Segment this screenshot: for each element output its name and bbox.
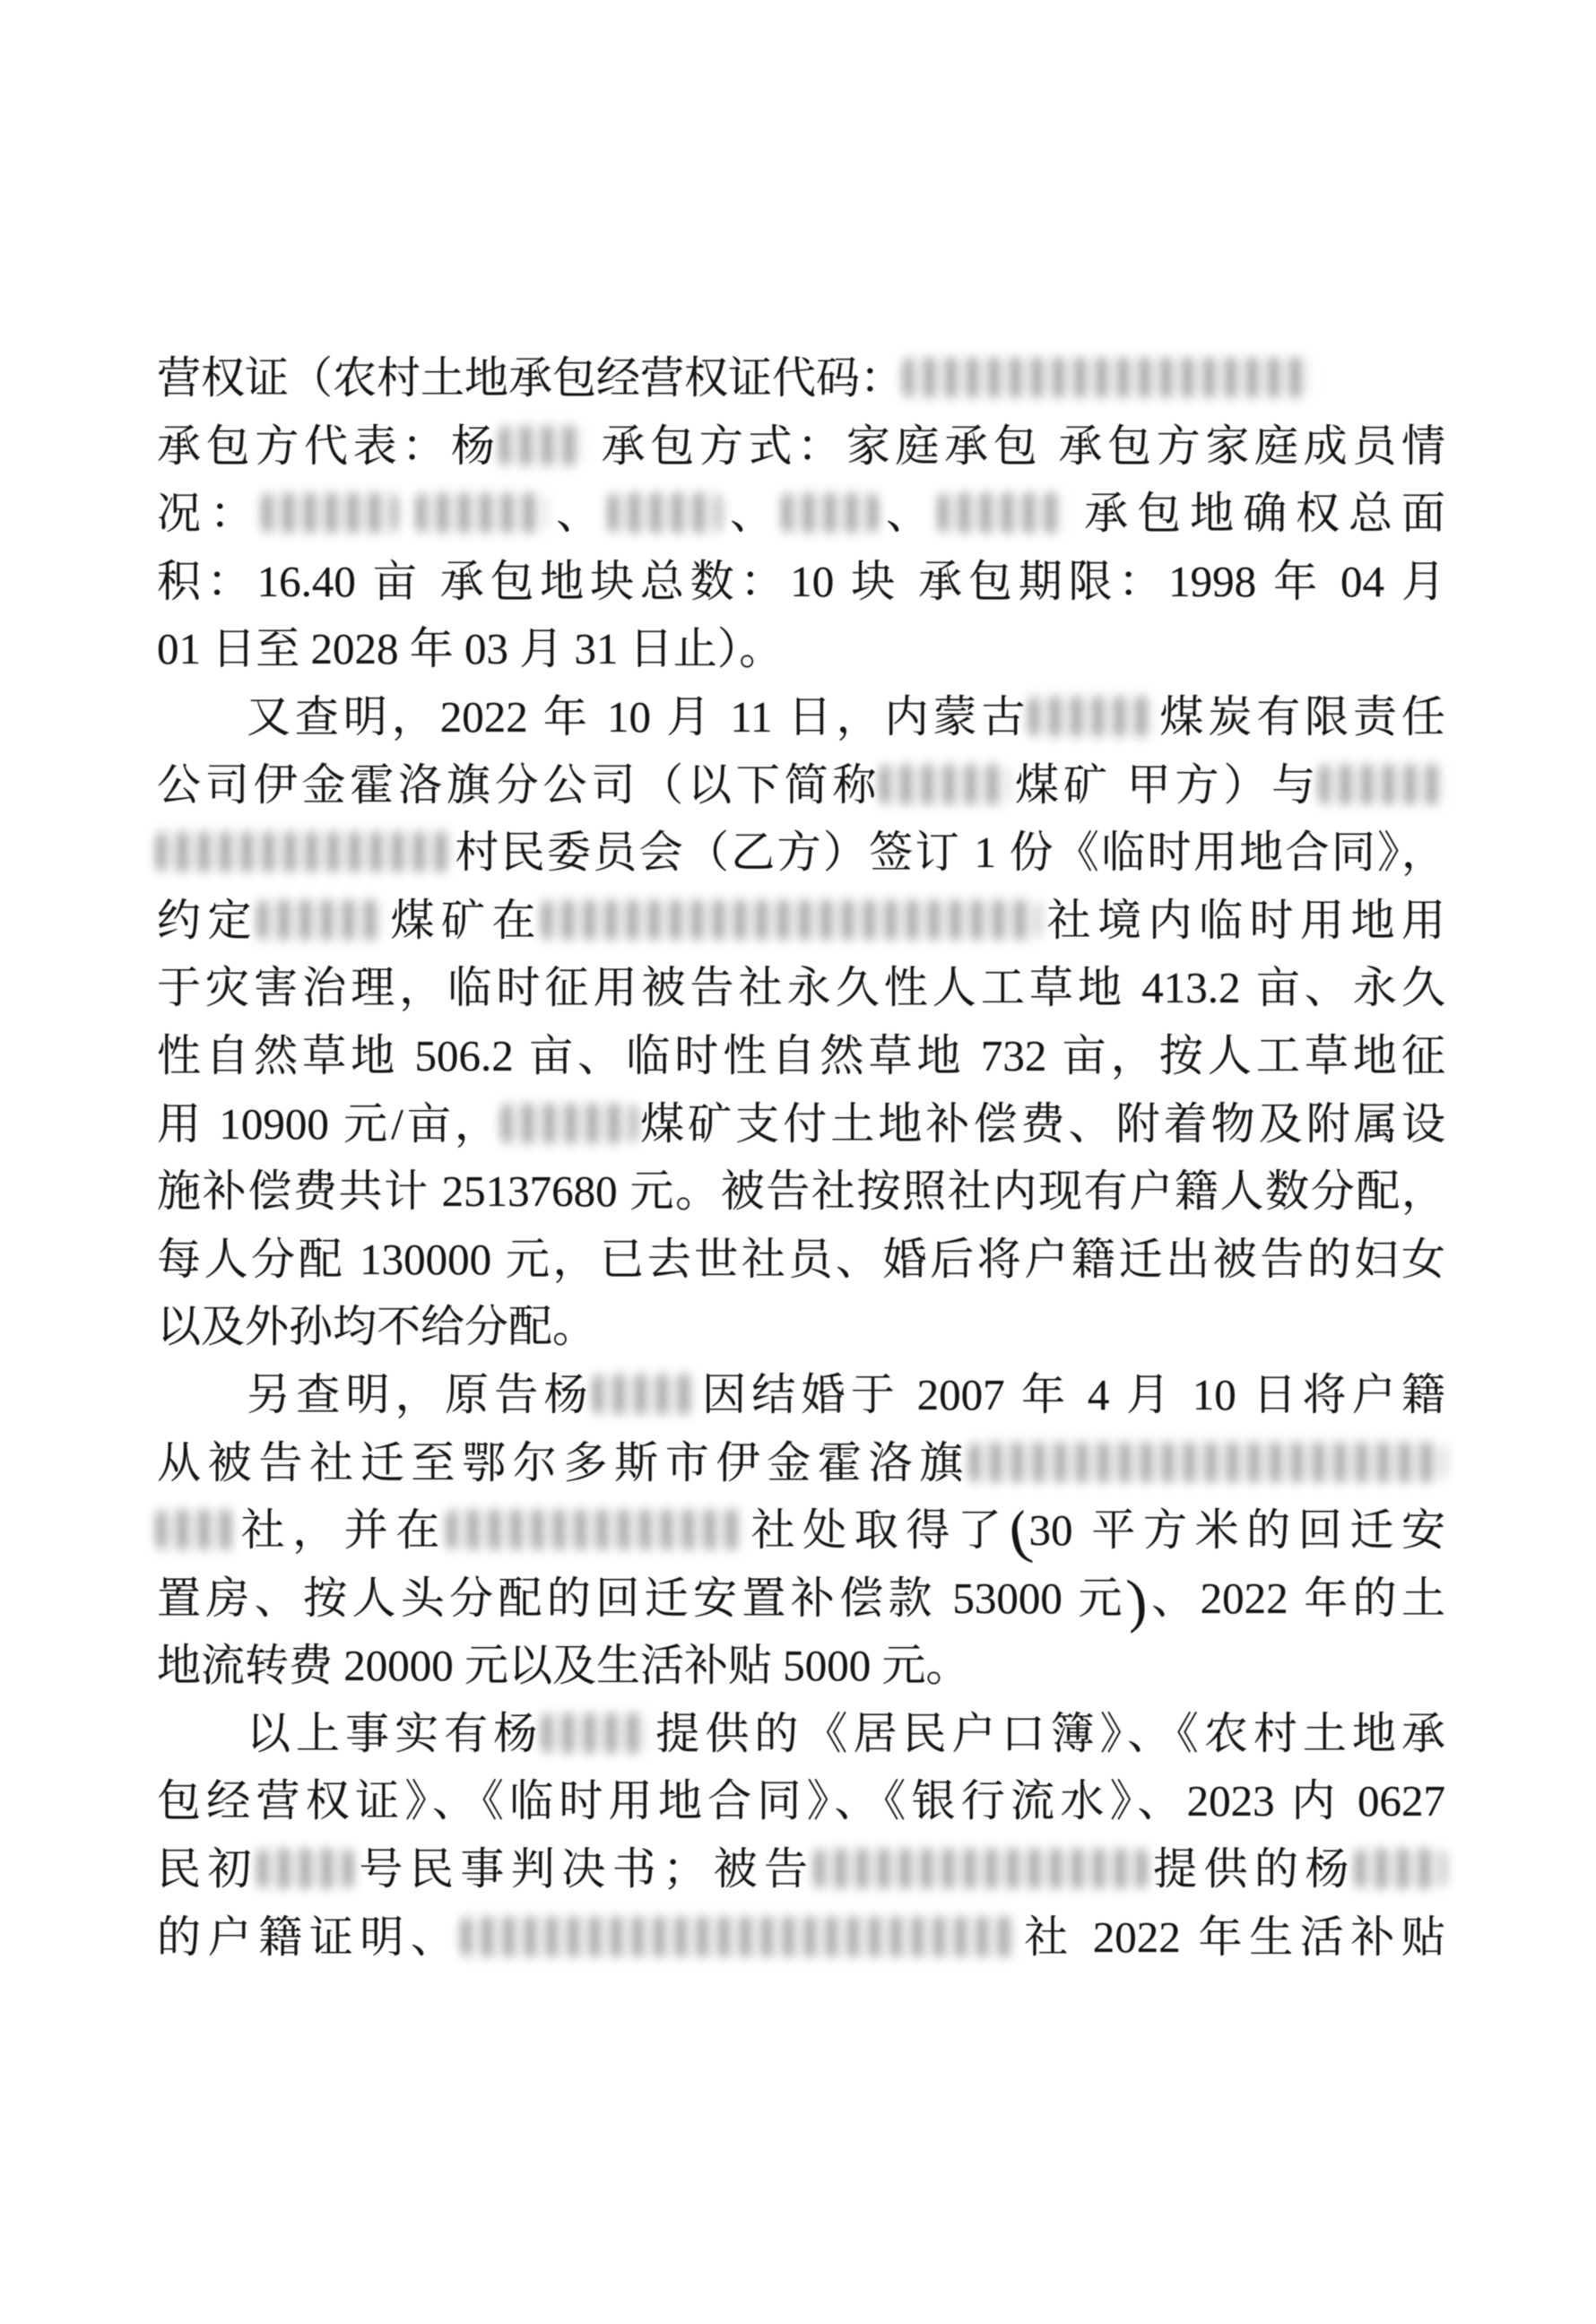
hand-drawn-paren: ( bbox=[1002, 1498, 1035, 1567]
text-line bbox=[157, 1293, 1445, 1361]
text-segment: 性自然草地 506.2 亩、临时性自然草地 732 亩，按人工草地征 bbox=[157, 1030, 1445, 1080]
text-line bbox=[157, 480, 1445, 548]
text-segment: 每人分配 130000 元，已去世社员、婚后将户籍迁出被告的妇女 bbox=[157, 1234, 1445, 1284]
text-segment: 从被告社迁至鄂尔多斯市伊金霍洛旗 bbox=[157, 1437, 970, 1487]
text-segment: 况： bbox=[157, 489, 263, 539]
text-segment: 承包方式：家庭承包 承包方家庭成员情 bbox=[585, 421, 1445, 471]
text-segment: 因结婚于 2007 年 4 月 10 日将户籍 bbox=[696, 1369, 1445, 1419]
text-segment: 村民委员会（乙方）签订 1 份《临时用地合同》， bbox=[453, 828, 1445, 878]
text-segment: 、 bbox=[721, 489, 784, 539]
redacted-text bbox=[609, 493, 721, 533]
text-line bbox=[157, 1903, 1445, 1972]
text-segment: 约定 bbox=[157, 895, 258, 945]
text-line bbox=[157, 1158, 1445, 1226]
text-segment: 施补偿费共计 25137680 元。被告社按照社内现有户籍人数分配， bbox=[157, 1166, 1445, 1217]
hand-drawn-paren: ) bbox=[1124, 1567, 1149, 1635]
text-segment: 01 日至 2028 年 03 月 31 日止）。 bbox=[157, 624, 784, 674]
text-segment: 社境内临时用地用 bbox=[1040, 895, 1445, 945]
text-segment: 以及外孙均不给分配。 bbox=[157, 1302, 597, 1352]
text-segment: 、2022 年的土 bbox=[1146, 1573, 1445, 1623]
text-line bbox=[157, 887, 1445, 955]
text-segment: 提供的《居民户口簿》、《农村土地承 bbox=[650, 1708, 1445, 1758]
redacted-text bbox=[462, 1917, 1018, 1956]
text-line bbox=[157, 344, 1445, 412]
text-segment: 包经营权证》、《临时用地合同》、《银行流水》、2023 内 0627 bbox=[157, 1776, 1445, 1826]
redacted-text bbox=[447, 1510, 743, 1549]
text-segment: 煤矿在 bbox=[384, 895, 542, 945]
text-segment: 民初 bbox=[157, 1844, 258, 1895]
text-segment: 承包地确权总面 bbox=[1063, 489, 1445, 539]
text-line bbox=[157, 1632, 1445, 1700]
text-line bbox=[157, 1226, 1445, 1294]
text-segment: 又查明，2022 年 10 月 11 日，内蒙古 bbox=[247, 691, 1030, 741]
text-line bbox=[157, 683, 1445, 751]
document-body bbox=[157, 344, 1445, 1971]
text-segment: 的户籍证明、 bbox=[157, 1912, 462, 1962]
redacted-text bbox=[500, 426, 585, 465]
text-segment: 置房、按人头分配的回迁安置补偿款 53000 元 bbox=[157, 1573, 1127, 1623]
redacted-text bbox=[417, 493, 547, 533]
redacted-text bbox=[263, 493, 397, 533]
redacted-text bbox=[1029, 697, 1155, 736]
redacted-text bbox=[157, 832, 453, 872]
text-line bbox=[157, 1835, 1445, 1903]
text-line bbox=[157, 1700, 1445, 1768]
text-line bbox=[157, 1361, 1445, 1429]
redacted-text bbox=[157, 1510, 233, 1549]
text-line bbox=[157, 1090, 1445, 1158]
text-segment: 号民事判决书；被告 bbox=[351, 1844, 815, 1895]
text-line bbox=[157, 954, 1445, 1022]
text-segment: 、 bbox=[547, 489, 610, 539]
text-line bbox=[157, 1496, 1445, 1565]
text-line bbox=[157, 819, 1445, 887]
text-segment: 社处取得了 bbox=[742, 1505, 1010, 1556]
redacted-text bbox=[1356, 1849, 1445, 1888]
text-line bbox=[157, 1767, 1445, 1835]
text-segment: 用 10900 元/亩， bbox=[157, 1098, 503, 1149]
redacted-text bbox=[502, 1104, 637, 1143]
text-segment: 30 平方米的回迁安 bbox=[1028, 1505, 1445, 1556]
text-line bbox=[157, 1022, 1445, 1090]
redacted-text bbox=[542, 1713, 650, 1753]
text-segment: 煤矿 甲方）与 bbox=[1011, 759, 1320, 810]
text-segment: 于灾害治理，临时征用被告社永久性人工草地 413.2 亩、永久 bbox=[157, 963, 1445, 1013]
redacted-text bbox=[542, 900, 1040, 940]
redacted-text bbox=[1320, 765, 1445, 804]
text-segment: 、 bbox=[877, 489, 939, 539]
text-segment bbox=[397, 489, 417, 538]
text-line bbox=[157, 548, 1445, 616]
text-segment: 承包方代表：杨 bbox=[157, 421, 500, 471]
text-segment: 积：16.40 亩 承包地块总数：10 块 承包期限：1998 年 04 月 bbox=[157, 556, 1445, 606]
text-segment: 公司伊金霍洛旗分公司（以下简称 bbox=[157, 759, 881, 810]
redacted-text bbox=[258, 900, 384, 940]
text-line bbox=[157, 412, 1445, 481]
text-segment: 提供的杨 bbox=[1146, 1844, 1356, 1895]
text-segment: 另查明，原告杨 bbox=[247, 1369, 594, 1419]
text-line bbox=[157, 1565, 1445, 1633]
text-segment: 营权证（农村土地承包经营权证代码： bbox=[157, 353, 905, 403]
text-segment: 社，并在 bbox=[233, 1505, 447, 1556]
redacted-text bbox=[258, 1849, 352, 1888]
text-segment: 社 2022 年生活补贴 bbox=[1017, 1912, 1445, 1962]
redacted-text bbox=[594, 1374, 697, 1414]
text-segment: 地流转费 20000 元以及生活补贴 5000 元。 bbox=[157, 1641, 970, 1691]
redacted-text bbox=[939, 493, 1064, 533]
redacted-text bbox=[815, 1849, 1147, 1888]
text-segment: 煤矿支付土地补偿费、附着物及附属设 bbox=[637, 1098, 1445, 1149]
text-line bbox=[157, 751, 1445, 819]
redacted-text bbox=[904, 358, 1312, 397]
redacted-text bbox=[970, 1443, 1445, 1482]
text-line bbox=[157, 615, 1445, 683]
redacted-text bbox=[880, 765, 1011, 804]
text-segment: 煤炭有限责任 bbox=[1155, 691, 1445, 741]
text-segment: 以上事实有杨 bbox=[247, 1708, 543, 1758]
redacted-text bbox=[783, 493, 877, 533]
text-line bbox=[157, 1429, 1445, 1497]
